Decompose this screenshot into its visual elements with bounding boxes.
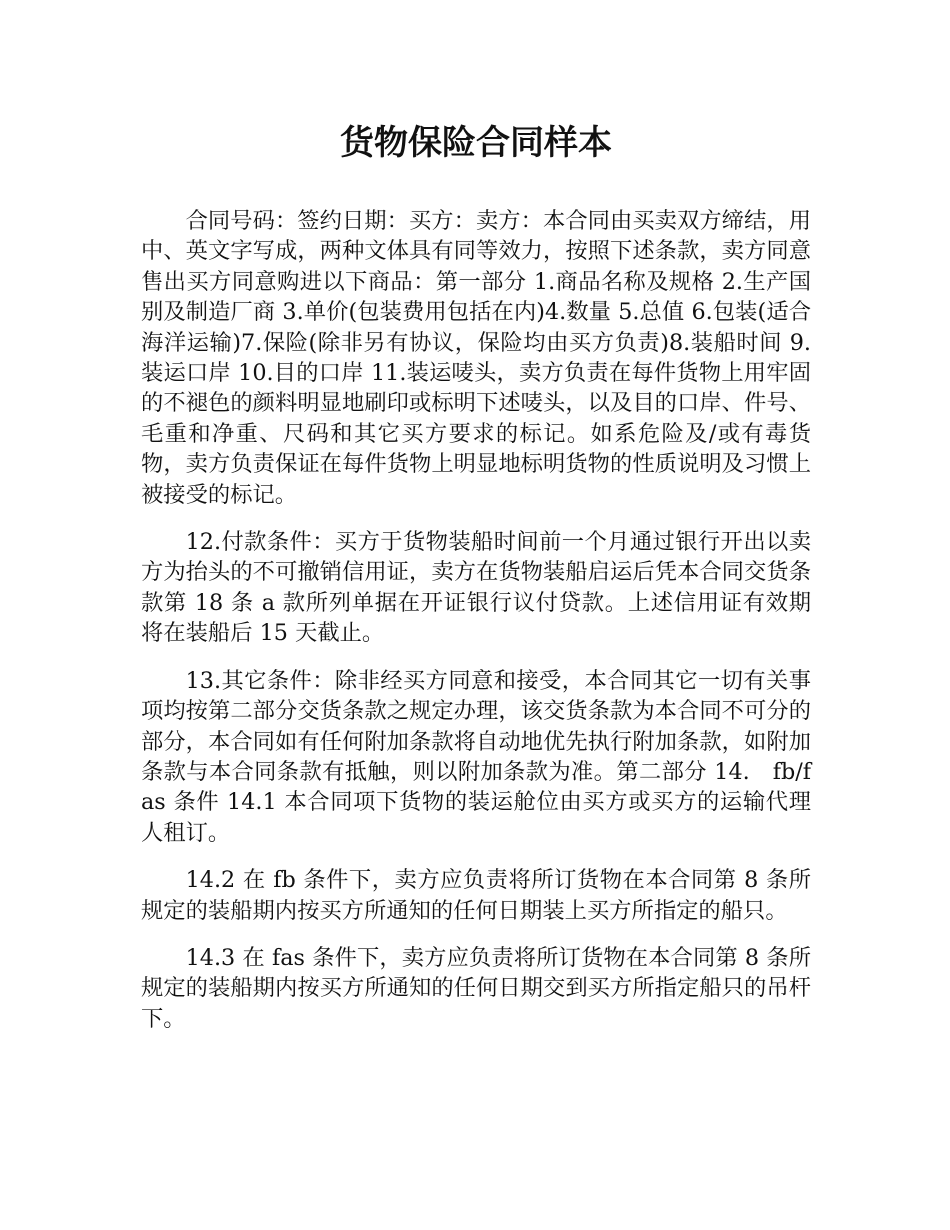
paragraph-fb-terms: 14.2 在 fb 条件下，卖方应负责将所订货物在本合同第 8 条所规定的装船期内按买方所通知的任何日期装上买方所指定的船只。: [141, 867, 811, 924]
paragraph-payment-terms: 12.付款条件：买方于货物装船时间前一个月通过银行开出以卖方为抬头的不可撤销信用证，卖方在货物装船启运后凭本合同交货条款第 18 条 a 款所列单据在开证银行议付贷款。上述信用证有效期将在装船后 15 天截止。: [141, 529, 811, 647]
document-title: 货物保险合同样本: [340, 123, 612, 163]
paragraph-contract-terms: 合同号码：签约日期：买方：卖方：本合同由买卖双方缔结，用中、英文字写成，两种文体具有同等效力，按照下述条款，卖方同意售出买方同意购进以下商品：第一部分 1.商品名称及规格 2.生产国别及制造厂商 3.单价(包装费用包括在内)4.数量 5.总值 6.包装(适合海洋运输)7.保险(除非另有协议，保险均由买方负责)8.装船时间 9.装运口岸 10.目的口岸 11.装运唛头，卖方负责在每件货物上用牢固的不褪色的颜料明显地刷印或标明下述唛头，以及目的口岸、件号、毛重和净重、尺码和其它买方要求的标记。如系危险及/或有毒货物，卖方负责保证在每件货物上明显地标明货物的性质说明及习惯上被接受的标记。: [141, 208, 811, 508]
document-page: [141, 0, 811, 1034]
paragraph-fas-terms: 14.3 在 fas 条件下，卖方应负责将所订货物在本合同第 8 条所规定的装船期内按买方所通知的任何日期交到买方所指定船只的吊杆下。: [141, 944, 811, 1032]
paragraph-other-conditions: 13.其它条件：除非经买方同意和接受，本合同其它一切有关事项均按第二部分交货条款之规定办理，该交货条款为本合同不可分的部分，本合同如有任何附加条款将自动地优先执行附加条款，如附加条款与本合同条款有抵触，则以附加条款为准。第二部分 14. fb/fas 条件 14.1 本合同项下货物的装运舱位由买方或买方的运输代理人租订。: [141, 667, 811, 846]
